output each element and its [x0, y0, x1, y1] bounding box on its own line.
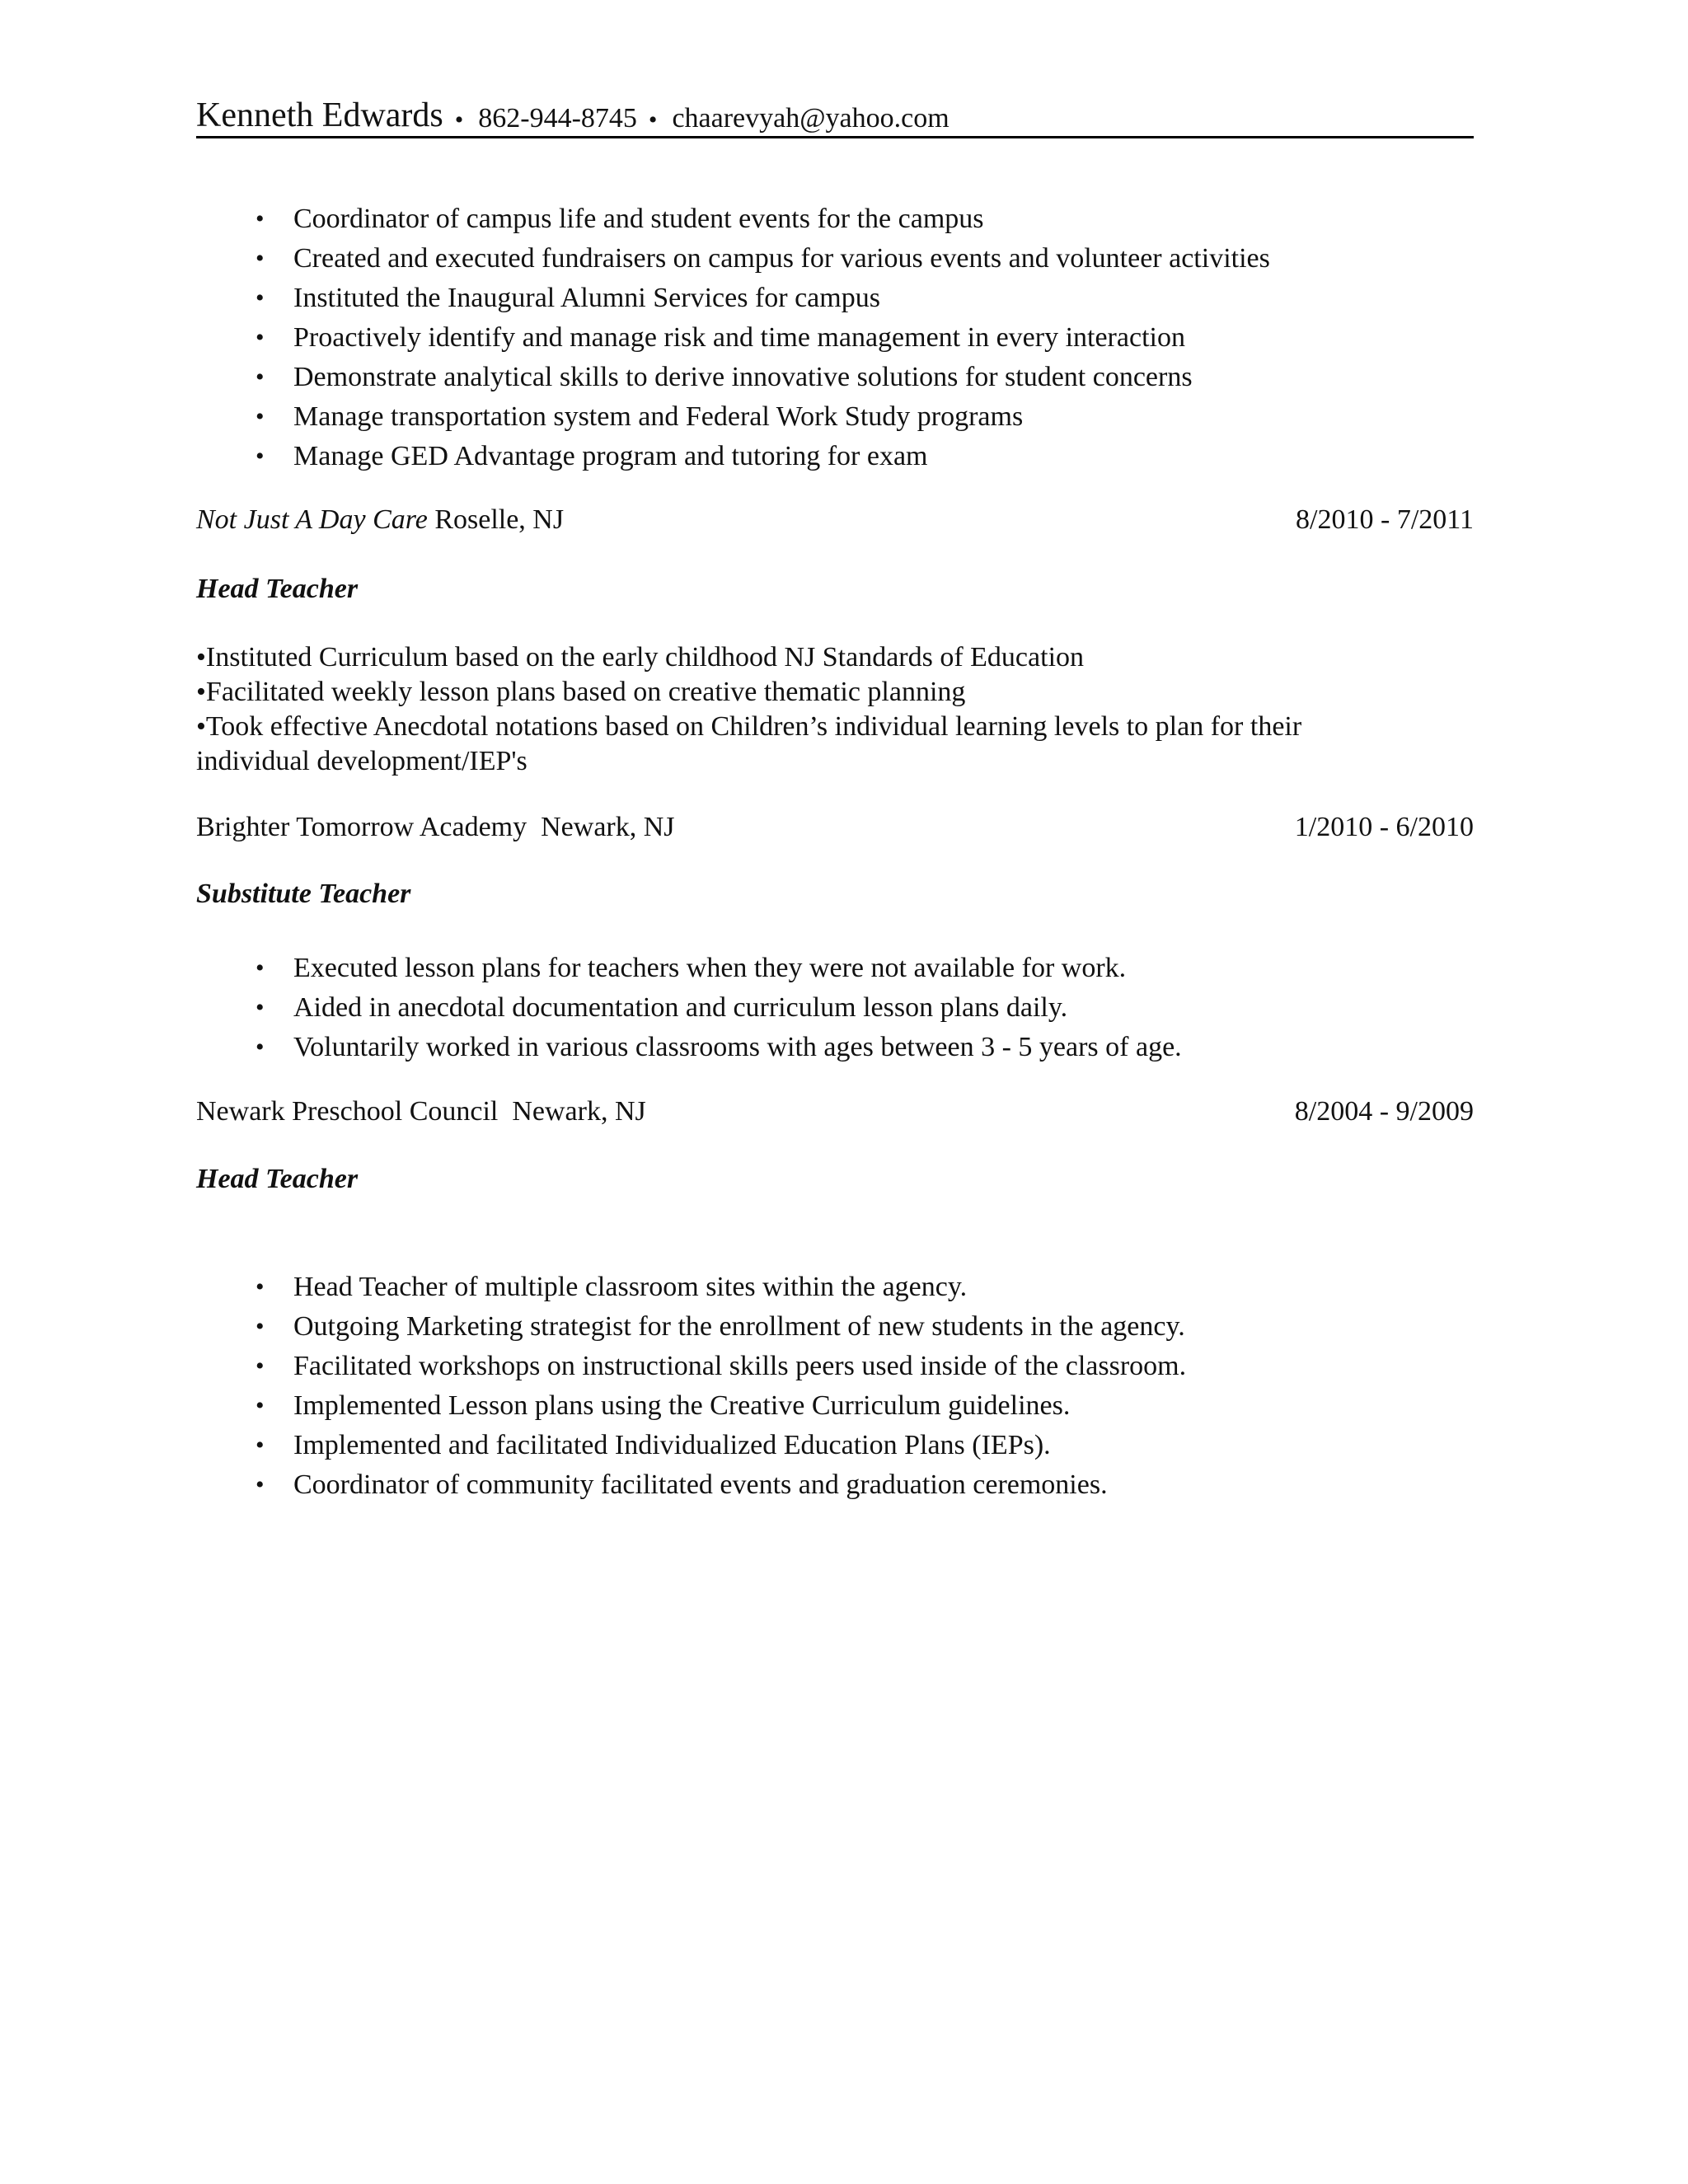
- bullet-icon: •: [256, 1313, 265, 1340]
- job-title: Head Teacher: [196, 574, 359, 604]
- bullet-icon: •: [256, 324, 265, 351]
- bullet-icon: •: [256, 1273, 265, 1301]
- resume-header: [196, 92, 1474, 138]
- employment-dates: 8/2004 - 9/2009: [1294, 1096, 1474, 1127]
- phone-number: 862-944-8745: [478, 103, 637, 134]
- duty-line: •Took effective Anecdotal notations based on Children’s individual learning levels to plan for their: [196, 711, 1302, 742]
- bullet-icon: •: [256, 245, 265, 272]
- list-item: • Voluntarily worked in various classrooms with ages between 3 - 5 years of age.: [196, 1028, 1474, 1067]
- job-duties-list: [196, 949, 1474, 1067]
- list-item: • Aided in anecdotal documentation and curriculum lesson plans daily.: [196, 988, 1474, 1028]
- bullet-icon: •: [256, 363, 265, 391]
- employer-name: Not Just A Day Care: [196, 504, 428, 535]
- header-separator: •: [454, 106, 464, 134]
- duty-line: •Instituted Curriculum based on the early childhood NJ Standards of Education: [196, 642, 1085, 673]
- bullet-icon: •: [256, 1432, 265, 1459]
- bullet-icon: •: [256, 205, 265, 232]
- employer-row: [196, 500, 1474, 540]
- bullet-icon: •: [256, 1392, 265, 1419]
- employer-name: Newark Preschool Council Newark, NJ: [196, 1096, 646, 1127]
- list-item: • Coordinator of community facilitated events and graduation ceremonies.: [196, 1465, 1474, 1505]
- candidate-name: Kenneth Edwards: [196, 96, 443, 134]
- list-item: • Manage transportation system and Federal Work Study programs: [196, 397, 1474, 437]
- list-item: • Coordinator of campus life and student events for the campus: [196, 199, 1474, 239]
- list-item: • Facilitated workshops on instructional skills peers used inside of the classroom.: [196, 1347, 1474, 1386]
- employer-location: Roselle, NJ: [434, 504, 565, 535]
- header-separator: •: [648, 106, 658, 134]
- list-item: • Demonstrate analytical skills to derive innovative solutions for student concerns: [196, 358, 1474, 397]
- employment-dates: 8/2010 - 7/2011: [1296, 504, 1474, 535]
- duty-line: individual development/IEP's: [196, 746, 528, 776]
- employer-name: Brighter Tomorrow Academy Newark, NJ: [196, 812, 675, 842]
- campus-duties-list: [196, 199, 1474, 476]
- duty-line: •Facilitated weekly lesson plans based on creative thematic planning: [196, 677, 966, 707]
- list-item: • Proactively identify and manage risk and time management in every interaction: [196, 318, 1474, 358]
- list-item: • Head Teacher of multiple classroom sites within the agency.: [196, 1268, 1474, 1307]
- list-item: • Implemented and facilitated Individualized Education Plans (IEPs).: [196, 1426, 1474, 1465]
- bullet-icon: •: [256, 954, 265, 982]
- employer-row: [196, 1092, 1474, 1132]
- bullet-icon: •: [256, 1033, 265, 1061]
- list-item: • Executed lesson plans for teachers when they were not available for work.: [196, 949, 1474, 988]
- list-item: • Created and executed fundraisers on campus for various events and volunteer activities: [196, 239, 1474, 279]
- job-duties-list: [196, 1268, 1474, 1505]
- list-item: • Manage GED Advantage program and tutoring for exam: [196, 437, 1474, 476]
- list-item: • Instituted the Inaugural Alumni Services for campus: [196, 279, 1474, 318]
- bullet-icon: •: [256, 1352, 265, 1380]
- list-item: • Implemented Lesson plans using the Creative Curriculum guidelines.: [196, 1386, 1474, 1426]
- bullet-icon: •: [256, 284, 265, 312]
- email-address: chaarevyah@yahoo.com: [672, 103, 950, 134]
- job-duties: [196, 640, 1474, 779]
- bullet-icon: •: [256, 1471, 265, 1498]
- list-item: • Outgoing Marketing strategist for the enrollment of new students in the agency.: [196, 1307, 1474, 1347]
- job-title: Substitute Teacher: [196, 879, 411, 909]
- employer-row: [196, 808, 1474, 847]
- bullet-icon: •: [256, 994, 265, 1021]
- bullet-icon: •: [256, 443, 265, 470]
- job-title: Head Teacher: [196, 1164, 359, 1194]
- employment-dates: 1/2010 - 6/2010: [1294, 812, 1474, 842]
- bullet-icon: •: [256, 403, 265, 430]
